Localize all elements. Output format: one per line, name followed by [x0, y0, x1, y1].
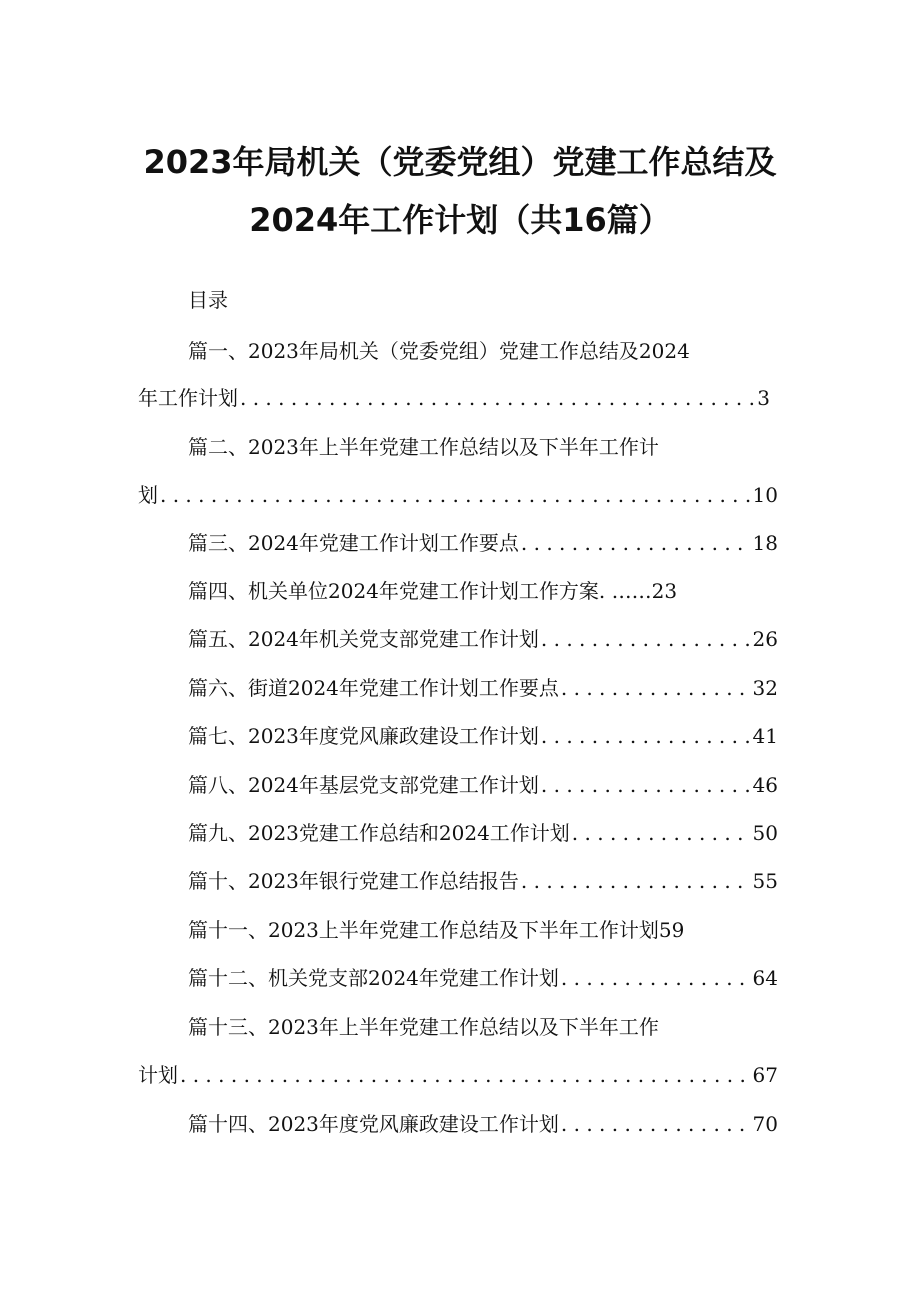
toc-page-number: 64: [752, 966, 778, 990]
toc-heading: 目录: [188, 288, 228, 312]
dot-leader: [541, 625, 751, 653]
toc-entry-title: 划: [138, 483, 158, 507]
dot-leader: [521, 529, 751, 557]
toc-entry-12[interactable]: [188, 964, 778, 992]
dot-leader: [521, 867, 751, 895]
toc-entry-title: 计划: [138, 1063, 178, 1087]
toc-page-number: 46: [752, 773, 778, 797]
toc-entry-9[interactable]: [188, 819, 778, 847]
document-title-line-2: 2024年工作计划（共16篇）: [249, 201, 671, 239]
dot-leader: [541, 722, 751, 750]
dot-leader: [180, 1061, 751, 1089]
toc-entry-13-line-2[interactable]: [138, 1061, 778, 1089]
toc-page-number: 67: [752, 1063, 778, 1087]
toc-entry-3[interactable]: [188, 529, 778, 557]
toc-entry-title: 篇八、2024年基层党支部党建工作计划: [188, 773, 539, 797]
dot-leader: [160, 481, 751, 509]
toc-entry-11[interactable]: 篇十一、2023上半年党建工作总结及下半年工作计划59: [188, 918, 685, 942]
toc-entry-title: 篇五、2024年机关党支部党建工作计划: [188, 627, 539, 651]
dot-leader: [541, 771, 751, 799]
toc-entry-title: 篇六、街道2024年党建工作计划工作要点: [188, 676, 559, 700]
dot-leader: [561, 1110, 751, 1138]
toc-page-number: 26: [752, 627, 778, 651]
toc-entry-10[interactable]: [188, 867, 778, 895]
toc-page-number: 10: [752, 483, 778, 507]
toc-entry-title: 篇十四、2023年度党风廉政建设工作计划: [188, 1112, 559, 1136]
document-title-line-1: 2023年局机关（党委党组）党建工作总结及: [143, 143, 777, 181]
toc-page-number: 18: [752, 531, 778, 555]
toc-entry-6[interactable]: [188, 674, 778, 702]
toc-entry-1-line-1[interactable]: 篇一、2023年局机关（党委党组）党建工作总结及2024: [188, 339, 690, 363]
toc-entry-2-line-2[interactable]: [138, 481, 778, 509]
toc-page-number: 32: [752, 676, 778, 700]
toc-entry-4[interactable]: 篇四、机关单位2024年党建工作计划工作方案. ……23: [188, 579, 678, 603]
toc-entry-title: 篇十、2023年银行党建工作总结报告: [188, 869, 519, 893]
dot-leader: [572, 819, 751, 847]
toc-entry-title: 篇三、2024年党建工作计划工作要点: [188, 531, 519, 555]
toc-entry-2-line-1[interactable]: 篇二、2023年上半年党建工作总结以及下半年工作计: [188, 435, 659, 459]
dot-leader: [561, 674, 751, 702]
dot-leader: [561, 964, 751, 992]
toc-entry-title: 篇九、2023党建工作总结和2024工作计划: [188, 821, 570, 845]
toc-page-number: 55: [752, 869, 778, 893]
toc-entry-7[interactable]: [188, 722, 778, 750]
toc-entry-14[interactable]: [188, 1110, 778, 1138]
toc-entry-8[interactable]: [188, 771, 778, 799]
toc-page-number: 70: [752, 1112, 778, 1136]
toc-page-number: 50: [752, 821, 778, 845]
toc-entry-title: 篇十二、机关党支部2024年党建工作计划: [188, 966, 559, 990]
toc-entry-title: 年工作计划: [138, 386, 238, 410]
toc-entry-5[interactable]: [188, 625, 778, 653]
dot-leader: [240, 384, 755, 412]
toc-entry-1-line-2[interactable]: [138, 384, 770, 412]
toc-page-number: 41: [752, 724, 778, 748]
toc-entry-13-line-1[interactable]: 篇十三、2023年上半年党建工作总结以及下半年工作: [188, 1015, 659, 1039]
toc-page-number: 3: [757, 386, 770, 410]
toc-entry-title: 篇七、2023年度党风廉政建设工作计划: [188, 724, 539, 748]
